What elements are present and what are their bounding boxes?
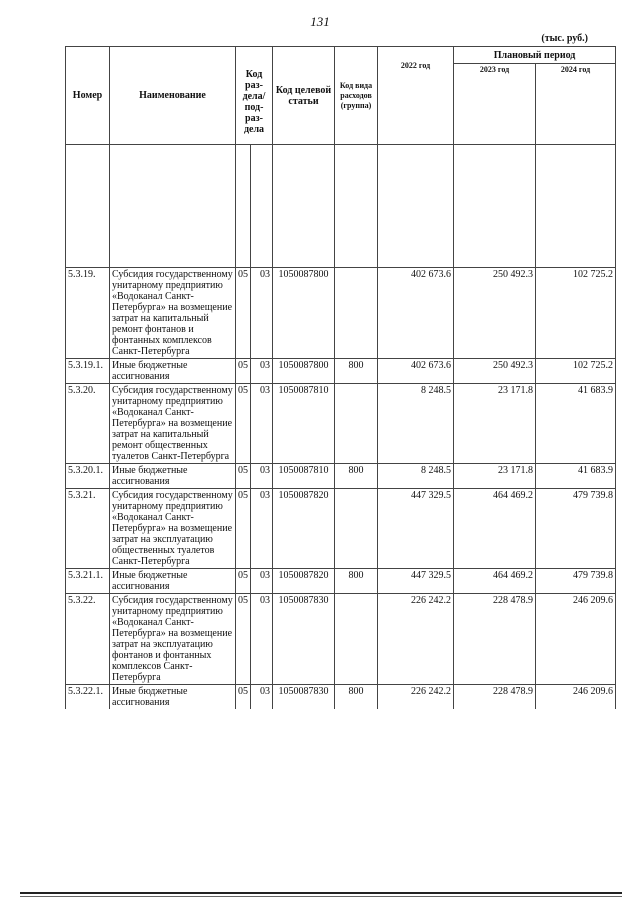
row-number: 5.3.22.1. (66, 685, 110, 710)
row-target-code: 1050087800 (273, 268, 335, 359)
row-section: 05 (236, 594, 251, 685)
bottom-rule-thin (20, 896, 622, 897)
row-section: 05 (236, 489, 251, 569)
table-row (66, 384, 616, 464)
header-expense: Код вида расходов (группа) (335, 47, 378, 145)
row-amount-2023: 464 469.2 (454, 489, 536, 569)
header-target: Код целевой статьи (273, 47, 335, 145)
row-amount-2023: 23 171.8 (454, 464, 536, 489)
row-section: 05 (236, 569, 251, 594)
row-target-code: 1050087820 (273, 569, 335, 594)
header-spacer-row (66, 145, 616, 268)
row-number: 5.3.19.1. (66, 359, 110, 384)
header-year-2023: 2023 год (454, 64, 536, 145)
row-number: 5.3.21. (66, 489, 110, 569)
row-expense-code (335, 489, 378, 569)
header-year-2022: 2022 год (378, 47, 454, 145)
header-section: Код раз-дела/ под-раз-дела (236, 47, 273, 145)
row-subsection: 03 (251, 464, 273, 489)
row-amount-2023: 250 492.3 (454, 268, 536, 359)
row-expense-code (335, 384, 378, 464)
table-row (66, 569, 616, 594)
row-amount-2022: 447 329.5 (378, 569, 454, 594)
row-name: Субсидия государственному унитарному предприятию «Водоканал Санкт-Петербурга» на возмещение затрат на эксплуатацию общественных туалетов Санкт-Петербурга (110, 489, 236, 569)
table-row (66, 594, 616, 685)
row-target-code: 1050087820 (273, 489, 335, 569)
row-expense-code (335, 594, 378, 685)
row-name: Иные бюджетные ассигнования (110, 685, 236, 710)
row-amount-2022: 8 248.5 (378, 384, 454, 464)
row-amount-2022: 226 242.2 (378, 685, 454, 710)
row-amount-2024: 479 739.8 (536, 489, 616, 569)
row-number: 5.3.20.1. (66, 464, 110, 489)
row-name: Иные бюджетные ассигнования (110, 464, 236, 489)
row-amount-2022: 402 673.6 (378, 268, 454, 359)
row-amount-2023: 228 478.9 (454, 594, 536, 685)
row-target-code: 1050087810 (273, 464, 335, 489)
row-name: Иные бюджетные ассигнования (110, 569, 236, 594)
row-amount-2022: 8 248.5 (378, 464, 454, 489)
row-amount-2023: 250 492.3 (454, 359, 536, 384)
row-amount-2022: 402 673.6 (378, 359, 454, 384)
row-amount-2024: 102 725.2 (536, 268, 616, 359)
row-expense-code (335, 268, 378, 359)
row-amount-2024: 246 209.6 (536, 685, 616, 710)
header-year-2024: 2024 год (536, 64, 616, 145)
row-target-code: 1050087830 (273, 685, 335, 710)
row-name: Субсидия государственному унитарному предприятию «Водоканал Санкт-Петербурга» на возмещение затрат на эксплуатацию фонтанов и фонтанных комплексов Санкт-Петербурга (110, 594, 236, 685)
row-amount-2022: 226 242.2 (378, 594, 454, 685)
row-amount-2024: 102 725.2 (536, 359, 616, 384)
row-amount-2024: 41 683.9 (536, 384, 616, 464)
header-row-1 (66, 47, 616, 64)
row-target-code: 1050087810 (273, 384, 335, 464)
budget-table (65, 46, 616, 709)
row-number: 5.3.19. (66, 268, 110, 359)
header-number: Номер (66, 47, 110, 145)
row-subsection: 03 (251, 685, 273, 710)
row-subsection: 03 (251, 489, 273, 569)
row-amount-2024: 246 209.6 (536, 594, 616, 685)
row-amount-2022: 447 329.5 (378, 489, 454, 569)
row-subsection: 03 (251, 268, 273, 359)
row-section: 05 (236, 359, 251, 384)
row-name: Субсидия государственному унитарному предприятию «Водоканал Санкт-Петербурга» на возмещение затрат на капитальный ремонт фонтанов и фонтанных комплексов Санкт-Петербурга (110, 268, 236, 359)
row-section: 05 (236, 384, 251, 464)
row-subsection: 03 (251, 359, 273, 384)
row-target-code: 1050087800 (273, 359, 335, 384)
row-amount-2024: 41 683.9 (536, 464, 616, 489)
row-number: 5.3.21.1. (66, 569, 110, 594)
row-name: Иные бюджетные ассигнования (110, 359, 236, 384)
header-name: Наименование (110, 47, 236, 145)
row-section: 05 (236, 685, 251, 710)
row-amount-2023: 464 469.2 (454, 569, 536, 594)
row-amount-2024: 479 739.8 (536, 569, 616, 594)
units-label: (тыс. руб.) (541, 33, 588, 44)
table-row (66, 268, 616, 359)
bottom-rule (20, 892, 622, 894)
row-subsection: 03 (251, 384, 273, 464)
table-row (66, 489, 616, 569)
row-number: 5.3.22. (66, 594, 110, 685)
table-row (66, 359, 616, 384)
header-planning-period: Плановый период (454, 47, 616, 64)
row-name: Субсидия государственному унитарному предприятию «Водоканал Санкт-Петербурга» на возмещение затрат на капитальный ремонт общественных туалетов Санкт-Петербурга (110, 384, 236, 464)
row-target-code: 1050087830 (273, 594, 335, 685)
page-number: 131 (310, 14, 330, 29)
table-row (66, 464, 616, 489)
row-expense-code: 800 (335, 359, 378, 384)
row-expense-code: 800 (335, 569, 378, 594)
row-subsection: 03 (251, 569, 273, 594)
table-row (66, 685, 616, 710)
row-amount-2023: 23 171.8 (454, 384, 536, 464)
row-subsection: 03 (251, 594, 273, 685)
row-section: 05 (236, 268, 251, 359)
row-expense-code: 800 (335, 685, 378, 710)
row-amount-2023: 228 478.9 (454, 685, 536, 710)
row-section: 05 (236, 464, 251, 489)
row-number: 5.3.20. (66, 384, 110, 464)
row-expense-code: 800 (335, 464, 378, 489)
